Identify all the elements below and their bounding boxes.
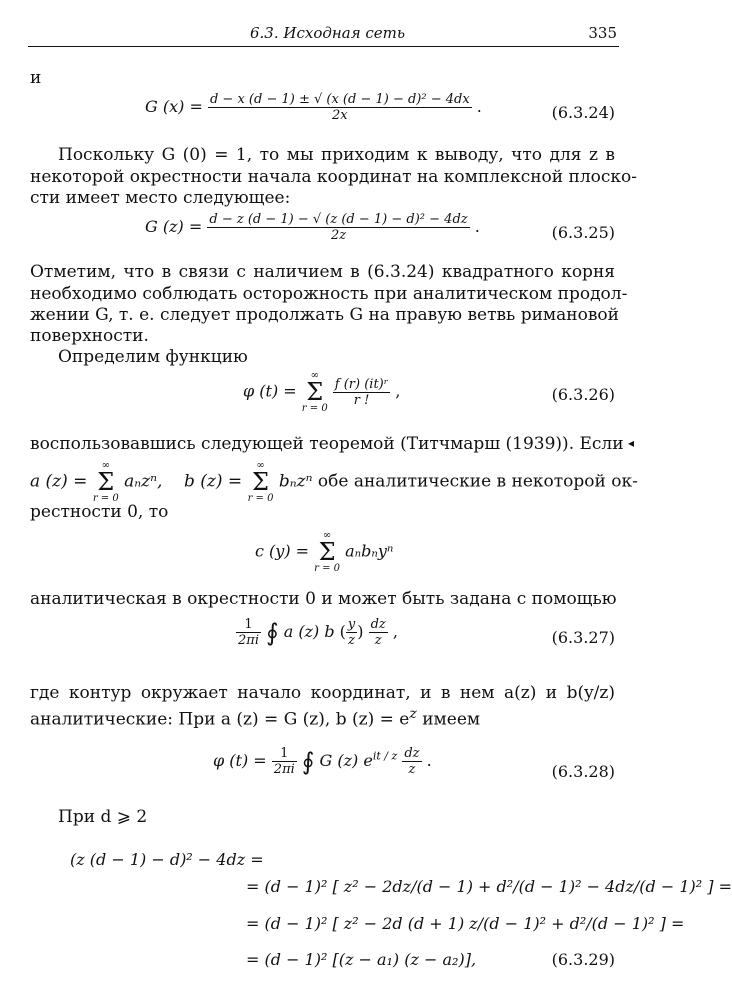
sum-lower: r = 0 [301,403,328,414]
text-line-ab [30,460,638,504]
eq25-numerator: d − z (d − 1) − √ (z (d − 1) − d)² − 4dz [209,212,468,227]
eq27-dz-num: dz [370,617,386,632]
equation-c [255,530,393,574]
text-line: Отметим, что в связи с наличием в (6.3.24) квадратного корня [30,262,615,282]
contour-integral-icon: ∮ [301,747,315,776]
sum-upper: ∞ [322,530,332,541]
text-line: аналитическая в окрестности 0 и может быть задана с помощью [30,589,617,609]
sum-sign: ∞ Σ r = 0 [301,370,328,414]
sum-lower: r = 0 [314,563,341,574]
equation-6-3-24: G (x) = $\frac{\text{d − x (d − 1) ± √ (x (d − 1) − d)² − 4dx}}{2x}$ . [145,92,482,123]
eq27-dz-den: z [374,633,382,648]
text-line: некоторой окрестности начала координат на комплексной плоско- [30,167,638,187]
eq29-line-3: = (d − 1)² [ z² − 2d (d + 1) z/(d − 1)² + d²/(d − 1)² ] = [246,914,685,933]
eq26-denominator: r ! [353,392,370,408]
text-line: Поскольку G (0) = 1, то мы приходим к выводу, что для z в [58,145,615,165]
sum-sign: ∞ Σ r = 0 [314,530,341,574]
sum-sign: ∞ Σ r = 0 [247,460,274,504]
text-line: жении G, т. е. следует продолжать G на правую ветвь римановой [30,305,619,325]
equation-number: (6.3.28) [551,762,615,781]
eq25-denominator: 2z [330,228,347,243]
eq28-body: G (z) e [319,751,373,770]
eq24-lhs: G (x) = [145,97,203,116]
sum-upper: ∞ [310,370,319,381]
eq29-line-4: = (d − 1)² [(z − a₁) (z − a₂)], [246,950,477,969]
eq27-body: a (z) b [283,622,335,641]
eq26-numerator: f (r) (it)ʳ [334,376,389,392]
text-fragment: обе аналитические в некоторой ок- [317,471,638,492]
eq25-lhs: G (z) = [145,217,203,236]
equation-6-3-26: φ (t) = ∞ Σ r = 0 $\frac{\text{f (r) (it)ʳ}}{r !}$ , [243,370,401,414]
eq28-pre-num: 1 [272,746,297,762]
text-line: где контур окружает начало координат, и в нем a(z) и b(y/z) [30,683,615,703]
sum-lower: r = 0 [247,493,274,504]
eq27-pre-den: 2πi [238,633,259,648]
text-line: воспользовавшись следующей теоремой (Титчмарш (1939)). Если [30,434,624,454]
c-term: aₙbₙyⁿ [345,541,394,561]
contour-integral-icon: ∮ [266,618,279,647]
eq28-lhs: φ (t) = [213,751,267,770]
a-term: aₙzⁿ, [124,471,163,492]
text-line: поверхности. [30,326,149,346]
equation-number: (6.3.25) [551,223,615,242]
margin-mark: ◂ [628,436,635,450]
page-number: 335 [588,24,617,42]
text-fragment: имеем [422,709,481,730]
eq27-yz [346,617,357,648]
eq28-dz [402,746,421,777]
a-def: a (z) = [30,471,93,492]
eq27-pre-num: 1 [236,617,261,633]
eq26-lhs: φ (t) = [243,381,297,401]
text-fragment: аналитические: При a (z) = G (z), b (z) = e [30,709,410,730]
running-title: 6.3. Исходная сеть [250,24,406,42]
eq29-line-2: = (d − 1)² [ z² − 2dz/(d − 1) + d²/(d − 1)² − 4dz/(d − 1)² ] = [246,877,732,896]
eq27-z: z [348,633,355,648]
sum-upper: ∞ [101,460,110,471]
sum-sign: ∞ Σ r = 0 [92,460,119,504]
text-line: Определим функцию [58,347,248,367]
text-line: сти имеет место следующее: [30,188,291,208]
eq28-dz-num: dz [404,746,420,761]
b-term: bₙzⁿ [278,471,313,492]
eq29-line-1: (z (d − 1) − d)² − 4dz = [70,850,264,869]
eq28-dz-den: z [408,762,416,777]
eq27-dz [369,617,388,648]
eq24-denominator: 2x [332,108,348,123]
text-line: и [30,68,42,88]
eq27-y: y [347,617,356,632]
b-def: b (z) = [184,471,248,492]
text-line: необходимо соблюдать осторожность при аналитическом продол- [30,284,628,304]
eq24-numerator: d − x (d − 1) ± √ (x (d − 1) − d)² − 4dx [209,92,470,107]
text-line: При d ⩾ 2 [58,807,148,827]
eq25-fraction [207,212,469,243]
equation-number: (6.3.24) [551,103,615,122]
running-header [28,18,619,47]
c-def: c (y) = [255,541,315,561]
equation-number: (6.3.26) [551,385,615,404]
text-line-2: аналитические: При a (z) = G (z), b $(z) = e^z$ имеем [30,706,481,730]
equation-number: (6.3.29) [551,950,615,969]
eq28-pre-den: 2πi [273,762,295,777]
eq27-prefactor [236,617,261,648]
equation-6-3-25: G (z) = $\frac{\text{d − z (d − 1) − √ (z (d − 1) − d)² − 4dz}}{2z}$ . [145,212,480,243]
text-line: рестности 0, то [30,502,169,522]
eq28-exponent: it / z [372,749,398,763]
eq28-prefactor [272,746,297,777]
equation-6-3-28: φ (t) = $\frac{1}{2\pi i}$ ∮ G (z) $e^{it / z}$ $\frac{dz}{z}$ . [213,746,432,777]
equation-number: (6.3.27) [551,628,615,647]
sum-lower: r = 0 [92,493,119,504]
eq26-fraction [333,377,390,408]
equation-6-3-27: $\frac{1}{2\pi i}$ ∮ a (z) b ( $\frac{y}{z}$ ) $\frac{dz}{z}$ , [238,617,398,648]
sum-upper: ∞ [256,460,265,471]
eq24-fraction [208,92,472,123]
